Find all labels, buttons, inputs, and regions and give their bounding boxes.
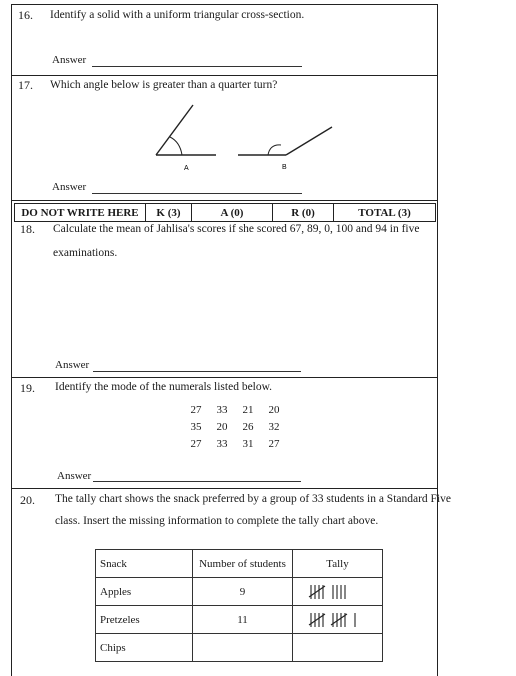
numeral: 27 — [190, 404, 202, 416]
tally-marks — [308, 610, 368, 630]
q16-number: 16. — [18, 8, 33, 22]
numeral: 26 — [242, 421, 254, 433]
numeral: 33 — [216, 438, 228, 450]
tally-input-cell[interactable] — [293, 634, 383, 662]
q19-answer-line[interactable] — [93, 481, 301, 482]
q18-line2: examinations. — [53, 247, 118, 259]
marks-k: K (3) — [146, 204, 192, 221]
table-row — [96, 634, 383, 662]
marks-total: TOTAL (3) — [358, 206, 411, 219]
tally-marks-cell — [293, 578, 383, 606]
q18-line1: Calculate the mean of Jahlisa's scores if she scored 67, 89, 0, 100 and 94 in five — [53, 223, 420, 235]
count-cell: 9 — [193, 578, 293, 606]
q20-line1: The tally chart shows the snack preferred by a group of 33 students in a Standard Five — [55, 493, 452, 505]
snack-cell: Chips — [96, 634, 193, 662]
angle-b — [238, 127, 332, 171]
numeral: 20 — [268, 404, 280, 416]
angle-diagrams — [150, 100, 340, 175]
do-not-write-label: DO NOT WRITE HERE — [15, 204, 146, 221]
q19-answer-label: Answer — [57, 470, 92, 482]
q19-number: 19. — [20, 381, 35, 395]
header-tally: Tally — [293, 550, 383, 578]
marks-a: A (0) — [192, 204, 273, 221]
numeral: 21 — [242, 404, 254, 416]
q18-number: 18. — [20, 222, 35, 236]
q16-answer-label: Answer — [52, 54, 87, 66]
q16-answer-line[interactable] — [92, 66, 302, 67]
table-row — [96, 578, 383, 606]
q17-answer-line[interactable] — [92, 193, 302, 194]
header-snack: Snack — [96, 550, 193, 578]
tally-marks-cell — [293, 606, 383, 634]
marks-r: R (0) — [273, 204, 334, 221]
angle-a-label: A — [184, 165, 189, 172]
divider — [11, 200, 438, 201]
numeral: 32 — [268, 421, 280, 433]
numeral: 33 — [216, 404, 228, 416]
tally-marks — [308, 582, 368, 602]
q17-answer-label: Answer — [52, 181, 87, 193]
angle-b-label: B — [282, 164, 287, 171]
angle-a — [156, 105, 216, 172]
numeral: 20 — [216, 421, 228, 433]
tally-table — [95, 549, 383, 662]
q18-answer-line[interactable] — [93, 371, 301, 372]
numeral: 31 — [242, 438, 254, 450]
header-number-of-students: Number of students — [193, 550, 293, 578]
q18-answer-label: Answer — [55, 359, 90, 371]
frame-left-border — [11, 4, 12, 676]
numeral: 27 — [190, 438, 202, 450]
q20-number: 20. — [20, 493, 35, 507]
count-input-cell[interactable] — [193, 634, 293, 662]
table-row — [96, 606, 383, 634]
numeral: 35 — [190, 421, 202, 433]
numerals-grid — [183, 403, 287, 452]
count-cell: 11 — [193, 606, 293, 634]
q17-text: Which angle below is greater than a quarter turn? — [50, 79, 278, 91]
numeral: 27 — [268, 438, 280, 450]
q20-line2: class. Insert the missing information to complete the tally chart above. — [55, 515, 379, 527]
q17-number: 17. — [18, 78, 33, 92]
frame-right-border — [437, 4, 438, 676]
q19-text: Identify the mode of the numerals listed below. — [55, 381, 273, 393]
snack-cell: Apples — [96, 578, 193, 606]
table-header-row — [96, 550, 383, 578]
q16-text: Identify a solid with a uniform triangular cross-section. — [50, 9, 305, 21]
snack-cell: Pretzeles — [96, 606, 193, 634]
